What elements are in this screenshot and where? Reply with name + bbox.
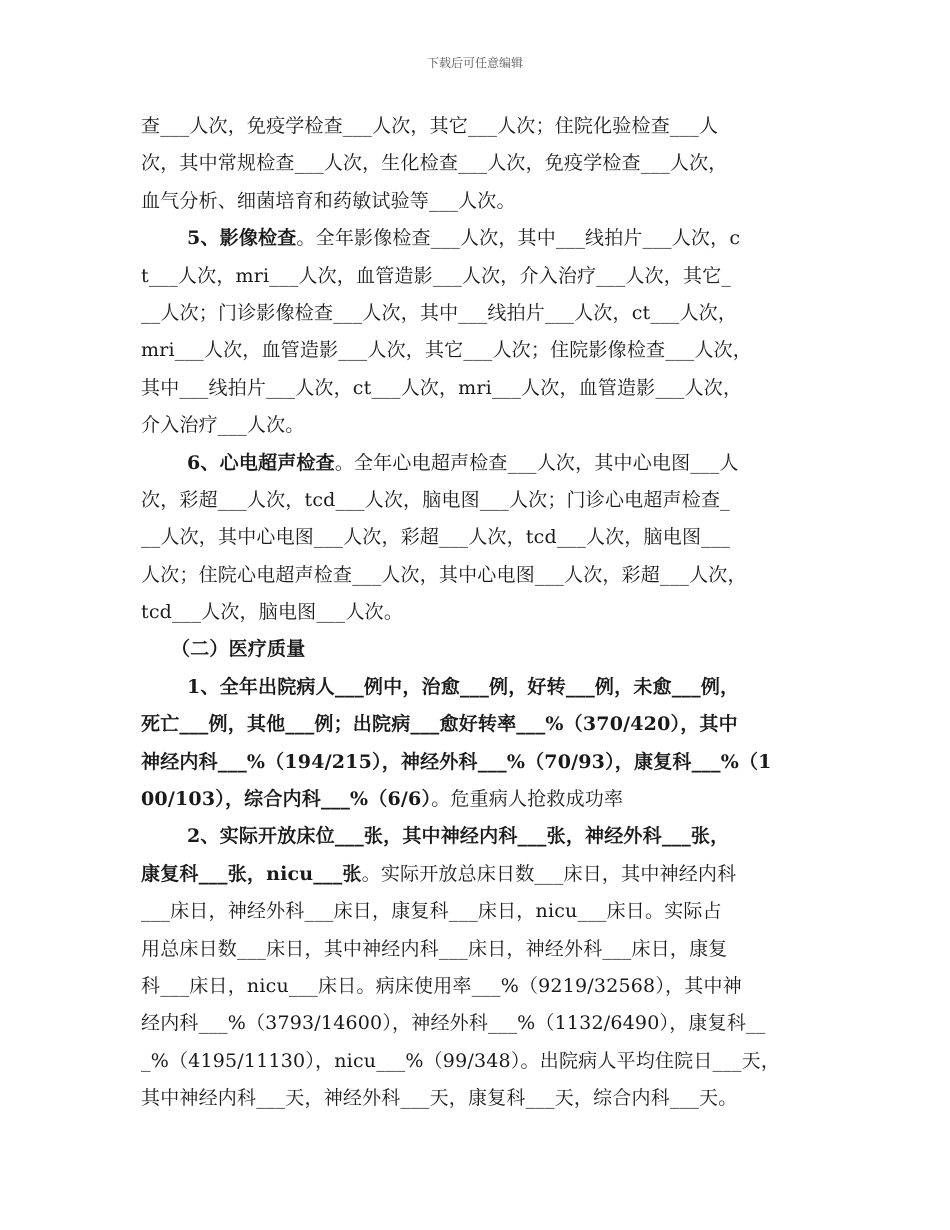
bold-text-segment: 康复科___张，nicu___张 xyxy=(141,862,362,885)
bold-text-segment: 1、全年出院病人___例中，治愈___例，好转___例，未愈___例， xyxy=(187,675,740,698)
text-line xyxy=(141,818,821,855)
bold-text-segment: 5、影像检查 xyxy=(187,227,297,250)
text-line: 血气分析、细菌培育和药敏试验等___人次。 xyxy=(141,189,516,212)
text-line: __人次；门诊影像检查___人次，其中___线拍片___人次，ct___人次， xyxy=(141,301,738,324)
text-line: 其中___线拍片___人次，ct___人次，mri___人次，血管造影___人次， xyxy=(141,376,743,399)
bold-text-segment: 神经内科___%（194/215），神经外科___%（70/93），康复科___%（1 xyxy=(141,750,772,773)
text-line: 用总床日数___床日，其中神经内科___床日，神经外科___床日，康复 xyxy=(141,937,728,960)
text-segment: 。全年影像检查___人次，其中___线拍片___人次，c xyxy=(296,227,741,250)
text-line: 次，其中常规检查___人次，生化检查___人次，免疫学检查___人次， xyxy=(141,152,728,175)
text-line xyxy=(141,445,821,482)
text-line: 科___床日，nicu___床日。病床使用率___%（9219/32568），其中神 xyxy=(141,974,742,997)
text-segment: 。实际开放总床日数___床日，其中神经内科 xyxy=(361,862,737,885)
text-line: 介入治疗___人次。 xyxy=(141,414,305,437)
bold-text-segment: 2、实际开放床位___张，其中神经内科___张，神经外科___张， xyxy=(187,825,730,848)
text-line: 查___人次，免疫学检查___人次，其它___人次；住院化验检查___人 xyxy=(141,115,719,137)
text-line xyxy=(141,631,821,668)
text-line: __人次，其中心电图___人次，彩超___人次，tcd___人次，脑电图___ xyxy=(141,526,731,549)
text-line xyxy=(141,706,821,743)
text-line: t___人次，mri___人次，血管造影___人次，介入治疗___人次，其它_ xyxy=(141,264,732,287)
bold-text-segment: 死亡___例，其他___例；出院病___愈好转率___%（370/420），其中 xyxy=(141,713,738,736)
text-segment: 。危重病人抢救成功率 xyxy=(431,788,624,811)
bold-text-segment: （二）医疗质量 xyxy=(171,638,306,661)
bold-text-segment: 00/103），综合内科___%（6/6） xyxy=(141,788,432,811)
text-line: mri___人次，血管造影___人次，其它___人次；住院影像检查___人次， xyxy=(141,339,752,362)
bold-text-segment: 6、心电超声检查 xyxy=(187,451,335,474)
text-line xyxy=(141,781,821,818)
text-line: 其中神经内科___天，神经外科___天，康复科___天，综合内科___天。 xyxy=(141,1087,738,1110)
text-line: 经内科___%（3793/14600），神经外科___%（1132/6490），康复科__ xyxy=(141,1012,766,1035)
text-segment: 。全年心电超声检查___人次，其中心电图___人 xyxy=(334,451,739,474)
text-line: tcd___人次，脑电图___人次。 xyxy=(141,601,404,624)
text-line xyxy=(141,220,821,257)
text-line xyxy=(141,669,821,706)
text-line xyxy=(141,744,821,781)
page-header: 下载后可任意编辑 xyxy=(426,56,523,70)
text-line xyxy=(141,856,821,893)
text-line: ___床日，神经外科___床日，康复科___床日，nicu___床日。实际占 xyxy=(141,900,722,923)
document-body xyxy=(141,108,821,1118)
text-line: 次，彩超___人次，tcd___人次，脑电图___人次；门诊心电超声检查_ xyxy=(141,488,730,511)
text-line: 人次；住院心电超声检查___人次，其中心电图___人次，彩超___人次， xyxy=(141,563,747,586)
text-line: _%（4195/11130），nicu___%（99/348）。出院病人平均住院日___天， xyxy=(141,1049,781,1072)
